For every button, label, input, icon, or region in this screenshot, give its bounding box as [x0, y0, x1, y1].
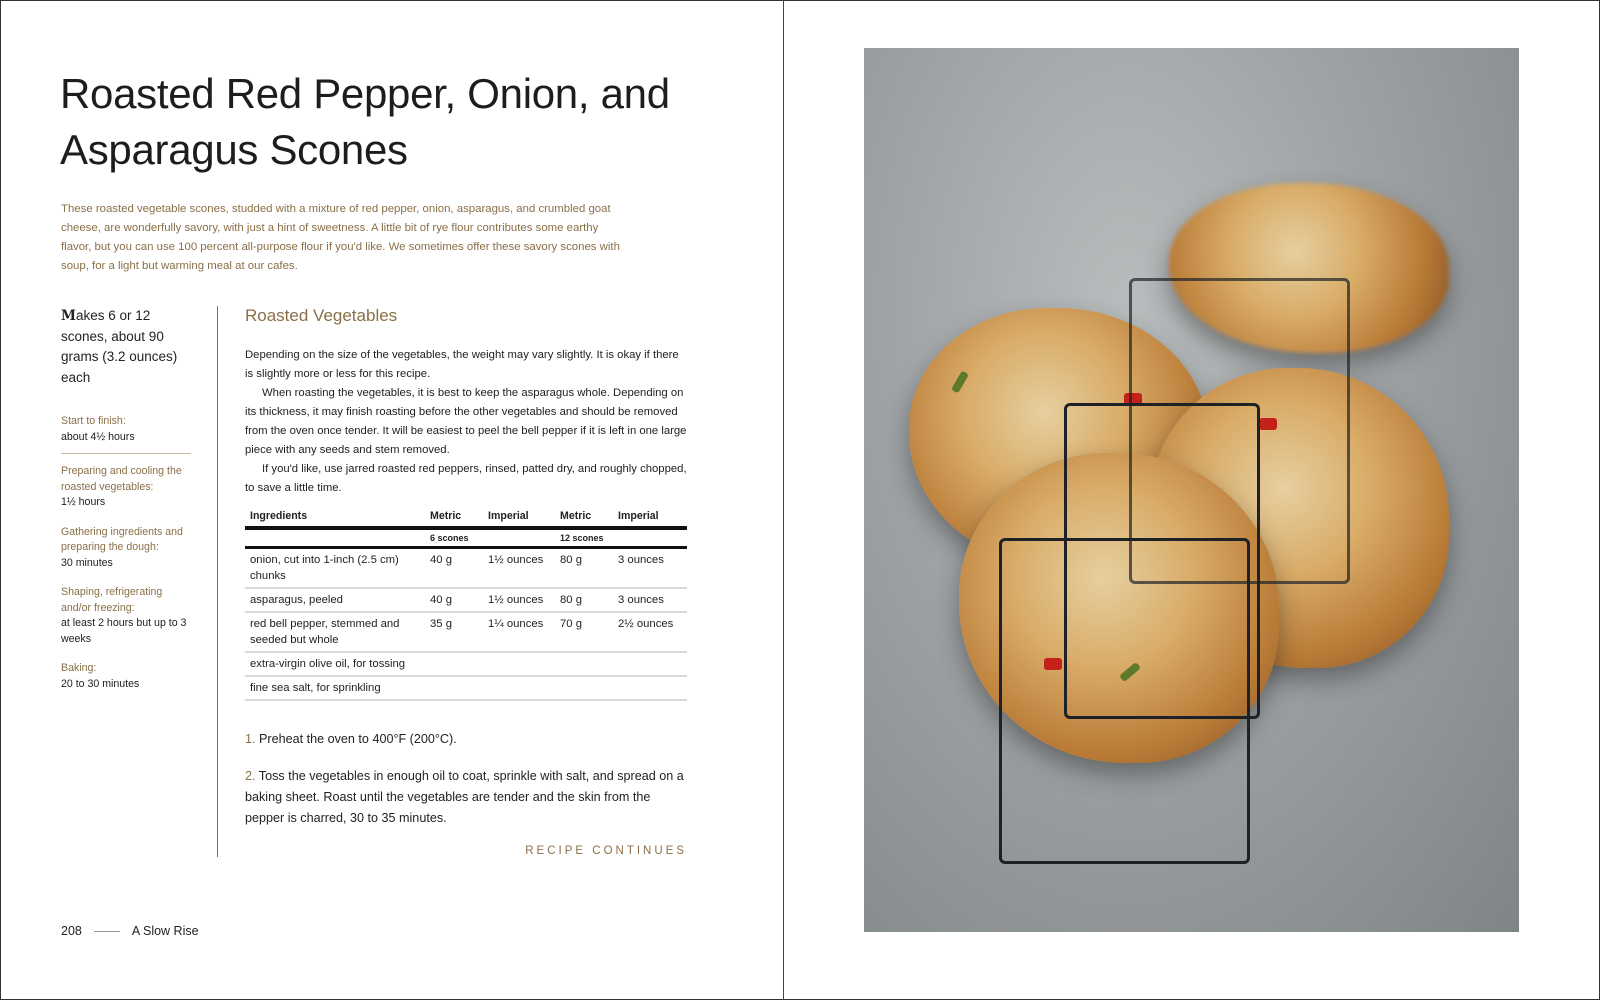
time-value: 1½ hours [61, 496, 106, 508]
recipe-sidebar [60, 306, 193, 857]
table-cell: 3 ounces [613, 588, 687, 612]
recipe-title: Roasted Red Pepper, Onion, and Asparagus Scones [60, 70, 670, 173]
sidebar-rule [61, 453, 191, 454]
col-subheader: 6 scones [425, 528, 483, 548]
col-header: Metric [555, 506, 613, 528]
table-subheader [245, 528, 687, 548]
time-label: Baking: [61, 662, 97, 674]
table-cell: 2½ ounces [613, 612, 687, 652]
step [245, 766, 687, 829]
page-footer [61, 924, 199, 938]
step-number: 2. [245, 769, 256, 783]
table-cell: red bell pepper, stemmed and seeded but whole [245, 612, 425, 652]
table-row [245, 676, 687, 700]
col-header: Imperial [483, 506, 555, 528]
ingredients-table [245, 506, 687, 701]
table-cell: 35 g [425, 612, 483, 652]
table-cell [613, 676, 687, 700]
recipe-intro: These roasted vegetable scones, studded with a mixture of red pepper, onion, asparagus, and crumbled goat cheese, are wonderfully savory, with just a hint of sweetness. A little bit of rye flour contributes some earthy flavor, but you can use 100 percent all-purpose flour if you'd like. We sometimes offer these savory scones with soup, for a light but warming meal at our cafes. [61, 203, 620, 272]
section-heading: Roasted Vegetables [245, 306, 398, 325]
table-cell: 40 g [425, 548, 483, 589]
page-number: 208 [61, 924, 82, 938]
recipe-section [217, 306, 687, 857]
time-value: about 4½ hours [61, 430, 135, 443]
spine-divider [783, 0, 784, 1000]
recipe-continues: RECIPE CONTINUES [525, 845, 687, 857]
paragraph: If you'd like, use jarred roasted red peppers, rinsed, patted dry, and roughly chopped, to save a little time. [245, 463, 687, 494]
col-header: Imperial [613, 506, 687, 528]
step-number: 1. [245, 732, 256, 746]
book-title: A Slow Rise [131, 924, 199, 938]
table-cell [483, 652, 555, 676]
time-value: 30 minutes [61, 556, 113, 569]
col-header: Ingredients [245, 506, 425, 528]
table-cell: onion, cut into 1-inch (2.5 cm) chunks [245, 548, 425, 589]
time-vegetables [61, 464, 193, 511]
col-header: Metric [425, 506, 483, 528]
table-cell: 80 g [555, 548, 613, 589]
table-cell: 1½ ounces [483, 588, 555, 612]
table-cell: asparagus, peeled [245, 588, 425, 612]
paragraph: When roasting the vegetables, it is best to keep the asparagus whole. Depending on its thickness, it may finish roasting before the other vegetables and should be removed from the oven once tender. It will be easiest to peel the bell pepper if it is left in one large piece with any seeds and stem removed. [245, 387, 687, 456]
table-cell: 80 g [555, 588, 613, 612]
recipe-columns [60, 306, 700, 857]
yield-text: akes 6 or 12 scones, about 90 grams (3.2 ounces) each [61, 308, 178, 385]
step [245, 729, 687, 750]
table-cell: 70 g [555, 612, 613, 652]
table-row [245, 612, 687, 652]
method-steps [245, 729, 687, 829]
table-cell: fine sea salt, for sprinkling [245, 676, 425, 700]
table-cell [425, 652, 483, 676]
time-shaping [61, 585, 193, 647]
table-row [245, 588, 687, 612]
step-text: Preheat the oven to 400°F (200°C). [259, 732, 457, 746]
scones-photo [864, 48, 1519, 932]
time-baking [61, 661, 193, 692]
time-label: Start to finish: [61, 415, 126, 427]
time-label: Preparing and cooling the roasted vegetables: [61, 465, 182, 493]
time-label: Gathering ingredients and preparing the dough: [61, 525, 183, 553]
table-cell: 40 g [425, 588, 483, 612]
paragraph: Depending on the size of the vegetables, the weight may vary slightly. It is okay if there is slightly more or less for this recipe. [245, 349, 679, 380]
footer-dash [94, 931, 120, 932]
rack-front [999, 538, 1250, 864]
time-value: at least 2 hours but up to 3 weeks [61, 617, 187, 645]
table-cell: 1½ ounces [483, 548, 555, 589]
table-cell [555, 676, 613, 700]
drop-cap: M [61, 308, 76, 324]
left-page [60, 66, 700, 857]
time-value: 20 to 30 minutes [61, 677, 140, 690]
table-cell: extra-virgin olive oil, for tossing [245, 652, 425, 676]
step-text: Toss the vegetables in enough oil to coat, sprinkle with salt, and spread on a baking sheet. Roast until the vegetables are tender and the skin from the pepper is charred, 30 to 35 minutes. [245, 769, 684, 825]
table-cell: 3 ounces [613, 548, 687, 589]
table-cell: 1¼ ounces [483, 612, 555, 652]
time-dough [61, 525, 193, 572]
table-row [245, 652, 687, 676]
col-subheader: 12 scones [555, 528, 613, 548]
table-cell [613, 652, 687, 676]
time-start [61, 414, 193, 445]
table-cell [483, 676, 555, 700]
table-row [245, 548, 687, 589]
table-cell [555, 652, 613, 676]
yield [61, 306, 193, 388]
table-cell [425, 676, 483, 700]
time-label: Shaping, refrigerating and/or freezing: [61, 586, 163, 614]
table-header [245, 506, 687, 528]
